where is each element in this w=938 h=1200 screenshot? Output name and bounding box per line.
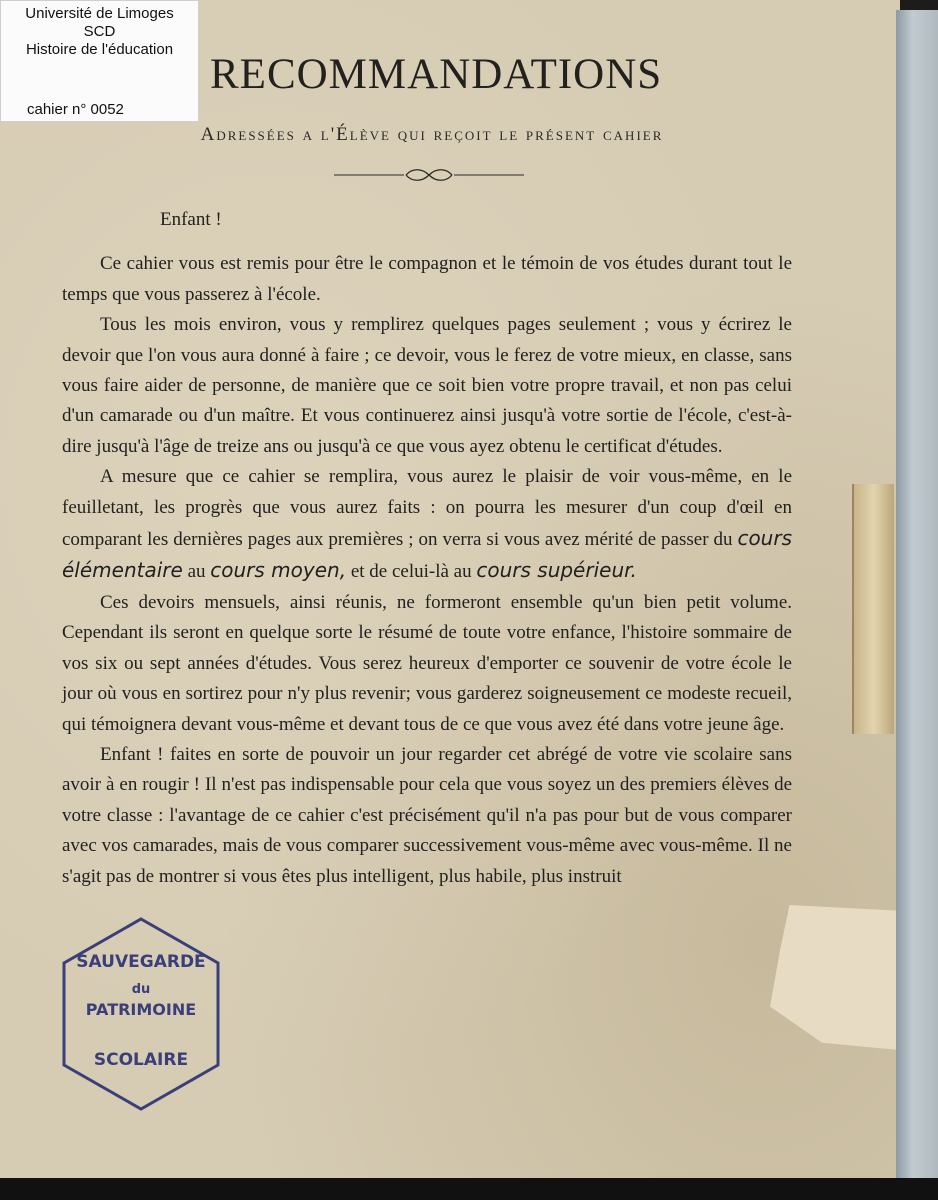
page-title: RECOMMANDATIONS [210,51,663,98]
paragraph-3-part-b: au [187,561,206,583]
library-label-line2: SCD [83,23,116,40]
library-label [0,0,199,122]
library-label-line3: Histoire de l'éducation [25,41,174,58]
divider-ornament-icon [334,168,524,182]
stamp-top-text: SAUVEGARDE [76,952,206,972]
paragraph-3 [62,462,792,588]
torn-paper-corner [770,905,900,1050]
paragraph-2: Tous les mois environ, vous y remplirez quelques pages seulement ; vous y écrirez le devoir que l'on vous aura donné à faire ; ce devoir, vous le ferez de votre mieux, en classe, sans vous faire aider de personne, de manière que ce soit bien votre propre travail, et non pas celui d'un camarade ou d'un maître. Et vous continuerez ainsi jusqu'à votre sortie de l'école, c'est-à-dire jusqu'à l'âge de treize ans ou jusqu'à ce que vous ayez obtenu le certificat d'études. [62,314,792,457]
paragraph-3-part-c: et de celui-là au [350,561,472,583]
background-edge [0,1178,938,1200]
paragraph-4: Ces devoirs mensuels, ainsi réunis, ne formeront ensemble qu'un bien petit volume. Cependant ils seront en quelque sorte le résumé de toute votre enfance, l'histoire sommaire de vos six ou sept années d'études. Vous serez heureux d'emporter ce souvenir de votre école le jour où vous en sortirez pour n'y plus revenir; vous garderez soigneusement ce modeste recueil, qui témoignera devant vous-même et devant tous de ce que vous avez été dans votre jeune âge. [62,591,792,735]
stamp-bottom-text: SCOLAIRE [93,1050,189,1070]
cahier-number: cahier n° 0052 [27,101,124,118]
cours-elementaire: cours élémentaire [62,526,793,583]
salutation: Enfant ! [160,209,222,230]
torn-paper-edge [852,484,894,734]
paragraph-1: Ce cahier vous est remis pour être le compagnon et le témoin de vos études durant tout le temps que vous passerez à l'école. [62,253,792,305]
page-subtitle: Adressées a l'Élève qui reçoit le présent cahier [200,124,664,145]
cours-superieur: cours supérieur. [476,558,637,583]
paragraph-5: Enfant ! faites en sorte de pouvoir un jour regarder cet abrégé de votre vie scolaire sans avoir à en rougir ! Il n'est pas indispensable pour cela que vous soyez un des premiers élèves de votre classe : l'avantage de ce cahier c'est précisément qu'il n'a pas pour but de vous comparer avec vos camarades, mais de vous comparer successivement vous-même avec vous-même. Il ne s'agit pas de montrer si vous êtes plus intelligent, plus habile, plus instruit [62,743,792,887]
body-text [62,205,792,892]
patrimoine-stamp [56,915,226,1115]
cours-moyen: cours moyen, [210,558,347,583]
stamp-middle-text: PATRIMOINE [85,1000,197,1019]
library-label-line1: Université de Limoges [25,5,174,22]
stamp-small-text: du [131,982,151,997]
cover-edge [896,10,938,1180]
paragraph-3-part-a: A mesure que ce cahier se remplira, vous aurez le plaisir de voir vous-même, en le feuilletant, les progrès que vous aurez faits : on pourra les mesurer d'un coup d'œil en comparant les dernières pages aux premières ; on verra si vous avez mérité de passer du [62,466,792,551]
